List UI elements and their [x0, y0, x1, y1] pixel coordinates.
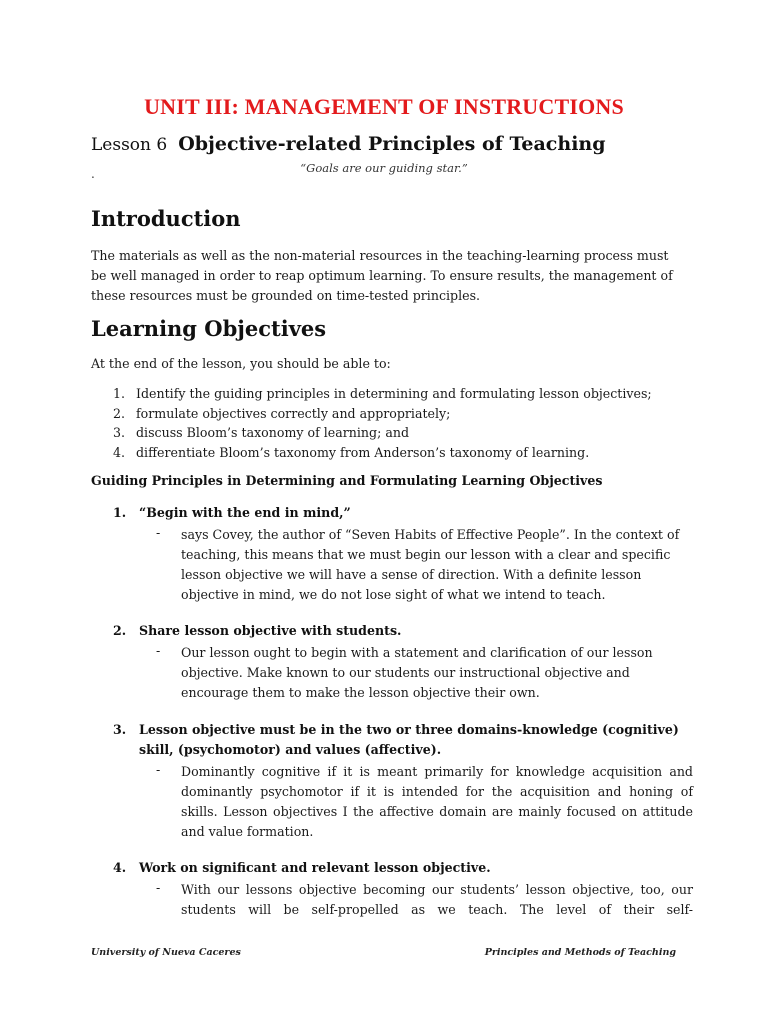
- principle-title: 1. “Begin with the end in mind,”: [113, 503, 693, 523]
- stray-mark: .: [91, 167, 95, 181]
- introduction-paragraph: [91, 246, 691, 306]
- principle-bullet: [156, 762, 693, 842]
- principle-bullet: [156, 525, 693, 605]
- principle-bullet: [156, 880, 693, 920]
- principle-item: [113, 858, 693, 920]
- dash-bullet: -: [156, 880, 161, 895]
- unit-title: UNIT III: MANAGEMENT OF INSTRUCTIONS: [144, 94, 624, 119]
- list-item: [113, 404, 693, 424]
- principle-title: 2. Share lesson objective with students.: [113, 621, 693, 641]
- learning-objectives-heading: Learning Objectives: [91, 316, 327, 341]
- list-number: 1.: [113, 386, 126, 401]
- principle-number: 1.: [113, 505, 127, 520]
- principle-title-continued: skill, (psychomotor) and values (affective).: [139, 742, 442, 757]
- principle-text: With our lessons objective becoming our students’ lesson objective, too, our students will be self-propelled as we teach. The level of their self-: [181, 882, 693, 917]
- dash-bullet: -: [156, 643, 161, 658]
- principle-text: Dominantly cognitive if it is meant primarily for knowledge acquisition and dominantly psychomotor if it is intended for the acquisition and honing of skills. Lesson objectives I the affective domain are mainly focused on attitude and value formation.: [181, 764, 693, 839]
- list-text: formulate objectives correctly and appropriately;: [136, 405, 451, 421]
- principle-text: says Covey, the author of “Seven Habits of Effective People”. In the context of teaching, this means that we must begin our lesson with a clear and specific lesson objective we will have a sense of direction. With a definite lesson objective in mind, we do not lose sight of what we intend to teach.: [181, 527, 680, 602]
- principle-text: Our lesson ought to begin with a statement and clarification of our lesson objective. Make known to our students our instructional objective and encourage them to make the lesson objective their own.: [181, 645, 653, 700]
- objectives-list: [113, 384, 693, 463]
- principle-number: 3.: [113, 722, 127, 737]
- lesson-label: Lesson 6: [91, 135, 168, 155]
- list-item: [113, 384, 693, 404]
- list-text: differentiate Bloom’s taxonomy from Anderson’s taxonomy of learning.: [136, 445, 590, 461]
- principle-title: 4. Work on significant and relevant lesson objective.: [113, 858, 693, 878]
- guiding-principles-heading: Guiding Principles in Determining and Formulating Learning Objectives: [91, 473, 603, 488]
- footer-left: University of Nueva Caceres: [91, 947, 241, 958]
- list-number: 2.: [113, 405, 126, 421]
- principle-item: [113, 720, 693, 842]
- principle-title: 3. Lesson objective must be in the two or three domains-knowledge (cognitive): [113, 720, 693, 740]
- lesson-motto: “Goals are our guiding star.”: [300, 161, 468, 175]
- principle-number: 4.: [113, 860, 127, 875]
- lesson-title: Objective-related Principles of Teaching: [178, 133, 606, 155]
- list-number: 3.: [113, 425, 126, 441]
- list-item: [113, 423, 693, 443]
- dash-bullet: -: [156, 762, 161, 777]
- introduction-line: these resources must be grounded on time-tested principles.: [91, 288, 481, 303]
- introduction-heading: Introduction: [91, 206, 241, 231]
- principle-item: [113, 621, 693, 703]
- dash-bullet: -: [156, 525, 161, 540]
- list-number: 4.: [113, 445, 126, 461]
- introduction-line: be well managed in order to reap optimum learning. To ensure results, the management of: [91, 268, 673, 283]
- lesson-heading: [91, 133, 606, 155]
- list-item: [113, 443, 693, 463]
- principle-bullet: [156, 643, 693, 703]
- list-text: Identify the guiding principles in determining and formulating lesson objectives;: [136, 386, 652, 401]
- principle-item: [113, 503, 693, 605]
- footer-right: Principles and Methods of Teaching: [484, 947, 676, 958]
- introduction-line: The materials as well as the non-material resources in the teaching-learning process must: [91, 248, 669, 263]
- principle-number: 2.: [113, 623, 127, 638]
- objectives-intro: At the end of the lesson, you should be able to:: [91, 356, 391, 371]
- list-text: discuss Bloom’s taxonomy of learning; and: [136, 425, 410, 441]
